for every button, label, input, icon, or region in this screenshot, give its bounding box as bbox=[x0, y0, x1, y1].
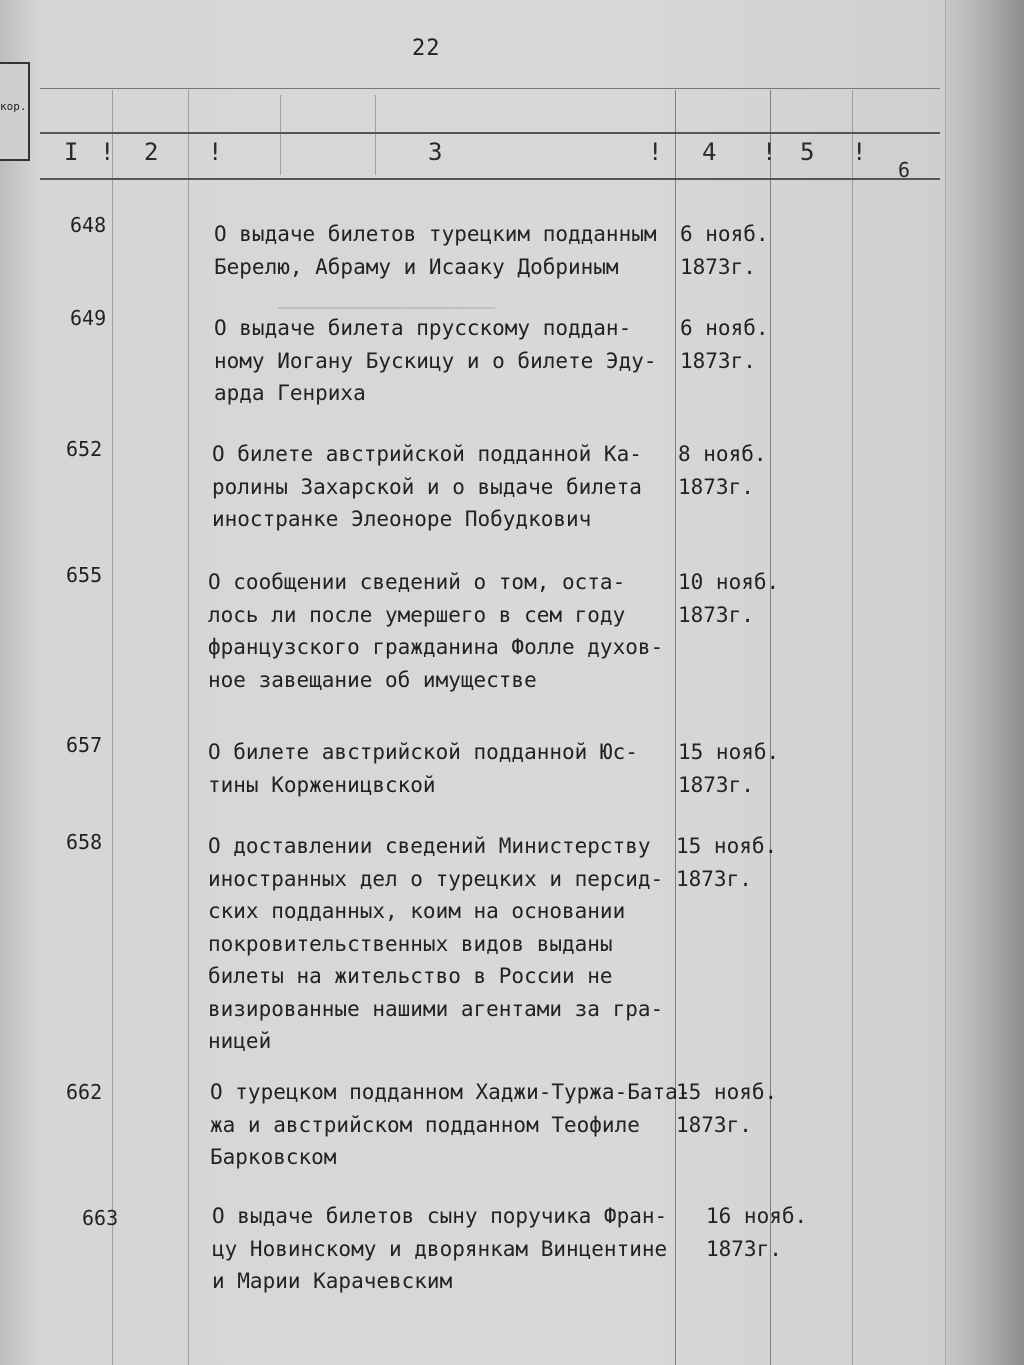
column-divider bbox=[852, 90, 853, 1365]
entry-text: О выдаче билетов турецким подданным Берелю, Абраму и Исааку Добриным bbox=[214, 222, 657, 279]
entry-number: 662 bbox=[66, 1080, 103, 1104]
column-divider bbox=[188, 90, 189, 1365]
page-number: 22 bbox=[412, 36, 441, 61]
header-rule bbox=[40, 132, 940, 134]
column-number: 6 bbox=[898, 158, 911, 182]
entry-text: О турецком подданном Хаджи-Туржа-Бата- жа и австрийском подданном Теофиле Барковском bbox=[210, 1080, 691, 1169]
column-separator: ! bbox=[100, 138, 115, 166]
entry-text: О выдаче билетов сыну поручика Фран- цу Новинскому и дворянкам Винцентине и Марии Карачевским bbox=[212, 1204, 668, 1293]
sheet-edge bbox=[945, 0, 1024, 1365]
entry-text: О билете австрийской подданной Ка- ролины Захарской и о выдаче билета иностранке Элеоноре Побудкович bbox=[212, 442, 642, 531]
entry-number: 655 bbox=[66, 563, 103, 587]
entry-number: 649 bbox=[70, 306, 107, 330]
entry-date: 15 нояб. 1873г. bbox=[676, 1080, 778, 1137]
entry-date: 6 нояб. 1873г. bbox=[680, 222, 769, 279]
column-separator: ! bbox=[852, 138, 867, 166]
entry-number: 652 bbox=[66, 437, 103, 461]
entry-date: 10 нояб. 1873г. bbox=[678, 570, 780, 627]
entry-date: 15 нояб. 1873г. bbox=[678, 740, 780, 797]
column-divider bbox=[675, 90, 676, 1365]
column-divider bbox=[280, 95, 281, 175]
entry-number: 663 bbox=[82, 1206, 119, 1230]
entry-date: 6 нояб. 1873г. bbox=[680, 316, 769, 373]
column-number: 3 bbox=[428, 138, 443, 166]
column-separator: ! bbox=[208, 138, 223, 166]
bleed-through: ────────────────── bbox=[278, 296, 495, 320]
entry-text: О доставлении сведений Министерству иностранных дел о турецких и персид- ских подданных, коим на основании покровительственных видов выданы билеты на жительство в России не визированные нашими агентами за гра- ницей bbox=[208, 834, 664, 1053]
entry-date: 8 нояб. 1873г. bbox=[678, 442, 767, 499]
column-divider bbox=[112, 90, 113, 1365]
entry-number: 658 bbox=[66, 830, 103, 854]
column-number: 2 bbox=[144, 138, 159, 166]
column-divider bbox=[770, 90, 771, 1365]
entry-date: 16 нояб. 1873г. bbox=[706, 1204, 808, 1261]
entry-text: О сообщении сведений о том, оста- лось ли после умершего в сем году французского гражданина Фолле духов- ное завещание об имуществе bbox=[208, 570, 664, 692]
column-number: 5 bbox=[800, 138, 815, 166]
column-number: I bbox=[64, 138, 79, 166]
header-bottom-rule bbox=[40, 178, 940, 180]
header-top-rule bbox=[40, 88, 940, 89]
entry-number: 648 bbox=[70, 213, 107, 237]
left-tab bbox=[0, 62, 30, 161]
column-separator: ! bbox=[762, 138, 777, 166]
entry-number: 657 bbox=[66, 733, 103, 757]
column-separator: ! bbox=[648, 138, 663, 166]
entry-text: О выдаче билета прусскому поддан- ному Иогану Бускицу и о билете Эду- арда Генриха bbox=[214, 316, 657, 405]
entry-text: О билете австрийской подданной Юс- тины Корженицвской bbox=[208, 740, 638, 797]
entry-date: 15 нояб. 1873г. bbox=[676, 834, 778, 891]
column-divider bbox=[375, 95, 376, 175]
left-tab-label: кор. bbox=[0, 100, 27, 113]
column-number: 4 bbox=[702, 138, 717, 166]
